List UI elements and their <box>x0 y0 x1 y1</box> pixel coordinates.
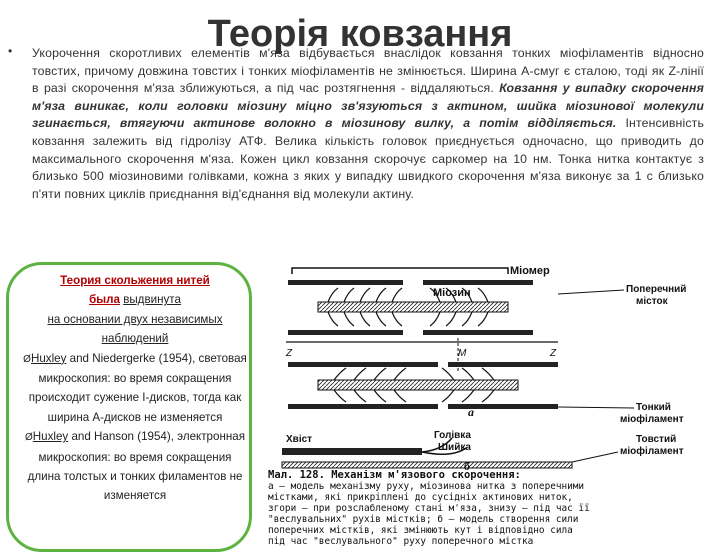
actin-low-right <box>448 362 558 367</box>
filament-diagram <box>258 262 720 472</box>
label-tonkyi: Тонкий <box>636 402 671 413</box>
myosin-tail-b <box>282 448 422 455</box>
label-a: а <box>468 405 474 419</box>
label-shyika: Шийка <box>438 442 471 453</box>
observation-1-marker: Ø <box>23 353 31 365</box>
label-khvist: Хвіст <box>286 434 313 445</box>
paragraph-part-2: Інтенсивність ковзання залежить від гідролізу АТФ. Велика кількість головок приєднується одночасно, що приводить до максимального скорочення м'яза. Кожен цикл ковзання скорочує саркомер на 10 нм. Тонка нитка контактує з близько 500 міозиновими голівками, кожна з яких у випадку швидкого скорочення м'яза виконує за 1 с близько п'яти повних циклів приєднання від'єднання від молекули актину. <box>32 116 704 201</box>
label-poperechnyi: Поперечний <box>626 284 687 295</box>
label-z-left: Z <box>286 348 293 359</box>
paragraph-part-1: Укорочення скоротливих елементів м'яза відбувається внаслідок ковзання тонких міофіламентів відносно товстих, причому довжина товстих і тонких міофіламентів не змінюється. Ширина А-смуг є сталою, тоді як Z-лінії в разі скорочення м'яза зближуються, а під час розтягнення - віддаляються. <box>32 46 704 96</box>
diagram-a-relaxed <box>285 265 686 372</box>
label-z-right: Z <box>550 348 557 359</box>
pointer-thick <box>572 452 618 462</box>
label-miomer: Міомер <box>510 265 550 277</box>
label-b: б <box>464 459 470 472</box>
caption-line-1: Мал. 128. Механізм м'язового скорочення: <box>268 470 521 481</box>
label-miofilament-thin: міофіламент <box>620 414 684 425</box>
diagram-a-contracted <box>288 362 684 425</box>
observation-2-marker: Ø <box>25 432 33 444</box>
slide-title: Теорія ковзання <box>207 13 513 55</box>
bullet-marker: • <box>8 44 13 58</box>
note-heading-word-vydvinuta: выдвинута <box>123 293 181 307</box>
caption-line-4: згори — при розслабленому стані м'яза, знизу — під час її <box>268 503 590 514</box>
pointer-mistok <box>558 290 624 294</box>
label-golivka: Голівка <box>434 430 471 441</box>
myosin-thick-b <box>318 380 518 390</box>
note-box <box>6 262 252 552</box>
figure-caption <box>268 470 720 547</box>
caption-line-7: під час "веслувального" руху поперечного містка <box>268 536 534 547</box>
actin-low-left <box>288 362 438 367</box>
actin-bottom-left <box>288 404 438 409</box>
miomer-bracket <box>292 268 508 274</box>
note-content <box>21 271 249 506</box>
label-m: М <box>458 348 467 359</box>
observation-2-text: and Hanson (1954), электронная микроскопия: во время сокращения длина толстых и тонких филаментов не изменяется <box>27 430 245 503</box>
observation-2-author: Huxley <box>32 430 69 444</box>
note-basis: на основании двух независимых наблюдений <box>47 312 223 346</box>
note-observation-2 <box>21 427 249 506</box>
note-observation-1 <box>21 349 249 428</box>
label-miozyn: Міозин <box>433 287 471 299</box>
label-tovstyi: Товстий <box>636 434 677 445</box>
observation-1-text: and Niedergerke (1954), световая микроскопия: во время сокращения происходит сужение I-дисков, тогда как ширина A-дисков не изменяется <box>28 351 247 424</box>
paragraph-emphasis: Ковзання у випадку скорочення м'яза виникає, коли головки міозину міцно зв'язуються з актином, шийка міозинової молекули згинається, втягуючи актинове волокно в міозинову вилку, а потім відділяється. <box>32 81 704 131</box>
actin-top-right <box>423 280 533 285</box>
actin-top-left <box>288 280 403 285</box>
pointer-thin <box>558 407 634 408</box>
caption-line-6: поперечних містків, які змінюють кут і відповідно сила <box>268 525 573 536</box>
main-paragraph <box>32 45 704 203</box>
thick-filament-b <box>282 462 572 468</box>
actin-mid-right <box>423 330 533 335</box>
note-heading-line-2 <box>21 290 249 309</box>
diagram-b-model <box>282 430 684 472</box>
label-miofilament-thick: міофіламент <box>620 446 684 457</box>
note-heading-word-bula: была <box>89 293 120 307</box>
caption-line-3: містками, які прикріплені до сусідніх актинових ниток, <box>268 492 573 503</box>
label-mistok: місток <box>636 296 668 307</box>
myosin-thick-a <box>318 302 508 312</box>
note-heading-line-1: Теория скольжения нитей <box>60 274 210 287</box>
caption-line-5: "веслувальних" рухів містків; б — модель створення сили <box>268 514 579 525</box>
caption-line-2: а — модель механізму руху, міозинова нитка з поперечними <box>268 481 585 492</box>
actin-mid-left <box>288 330 403 335</box>
actin-bottom-right <box>448 404 558 409</box>
observation-1-author: Huxley <box>30 351 67 365</box>
